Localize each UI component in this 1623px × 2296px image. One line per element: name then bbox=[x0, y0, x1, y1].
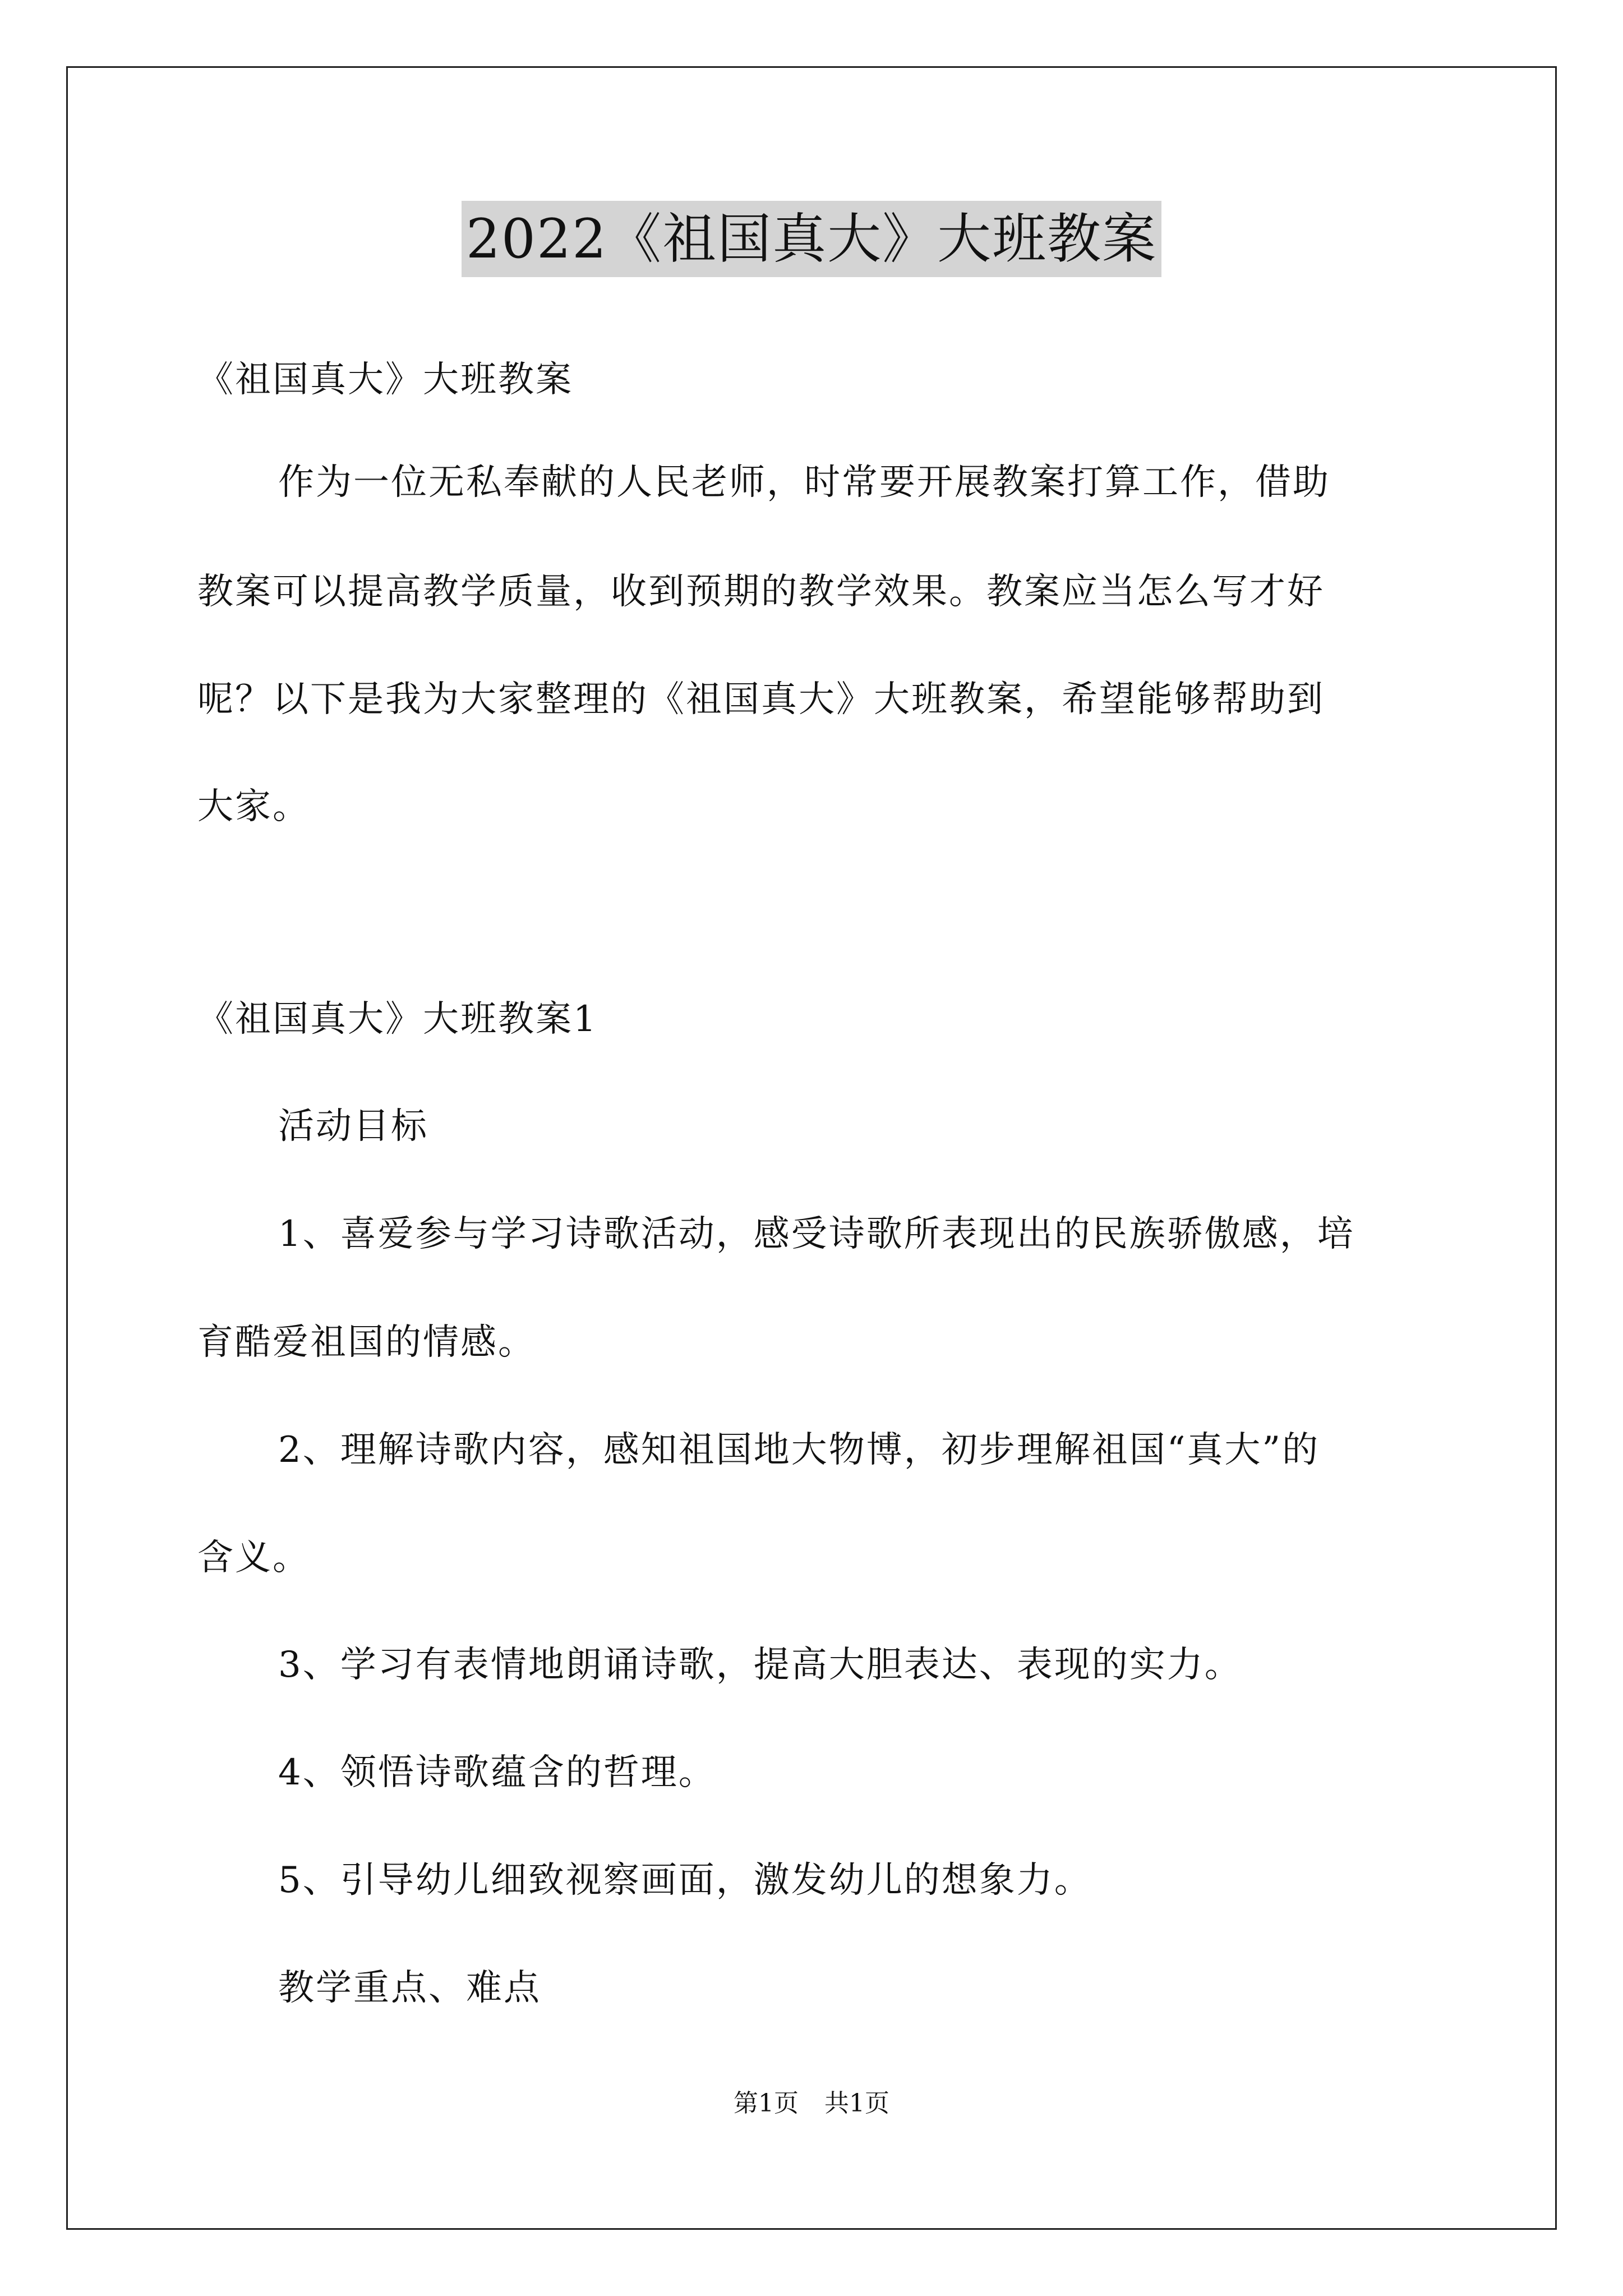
goal-5: 5、引导幼儿细致视察画面，激发幼儿的想象力。 bbox=[278, 1860, 1092, 1901]
goals-heading: 活动目标 bbox=[278, 1106, 428, 1147]
goal-2-line-1: 2、理解诗歌内容，感知祖国地大物博，初步理解祖国“真大”的 bbox=[278, 1429, 1320, 1471]
title-container bbox=[0, 201, 1623, 277]
subtitle: 《祖国真大》大班教案 bbox=[197, 359, 573, 401]
intro-line-4: 大家。 bbox=[197, 786, 310, 827]
intro-line-2: 教案可以提高教学质量，收到预期的教学效果。教案应当怎么写才好 bbox=[197, 571, 1325, 613]
goal-4: 4、领悟诗歌蕴含的哲理。 bbox=[278, 1752, 716, 1793]
section-heading: 《祖国真大》大班教案1 bbox=[197, 999, 598, 1040]
intro-line-1: 作为一位无私奉献的人民老师，时常要开展教案打算工作，借助 bbox=[278, 462, 1330, 503]
goal-1-line-2: 育酷爱祖国的情感。 bbox=[197, 1322, 536, 1363]
document-title: 2022《祖国真大》大班教案 bbox=[462, 201, 1161, 277]
intro-line-3: 呢？以下是我为大家整理的《祖国真大》大班教案，希望能够帮助到 bbox=[197, 679, 1325, 720]
page-total: 共1页 bbox=[824, 2089, 889, 2118]
goal-1-line-1: 1、喜爱参与学习诗歌活动，感受诗歌所表现出的民族骄傲感，培 bbox=[278, 1213, 1355, 1255]
goal-3: 3、学习有表情地朗诵诗歌，提高大胆表达、表现的实力。 bbox=[278, 1644, 1242, 1686]
goal-2-line-2: 含义。 bbox=[197, 1537, 310, 1579]
page-number: 第1页 bbox=[734, 2089, 799, 2118]
page-footer bbox=[0, 2087, 1623, 2120]
focus-heading: 教学重点、难点 bbox=[278, 1967, 541, 2009]
